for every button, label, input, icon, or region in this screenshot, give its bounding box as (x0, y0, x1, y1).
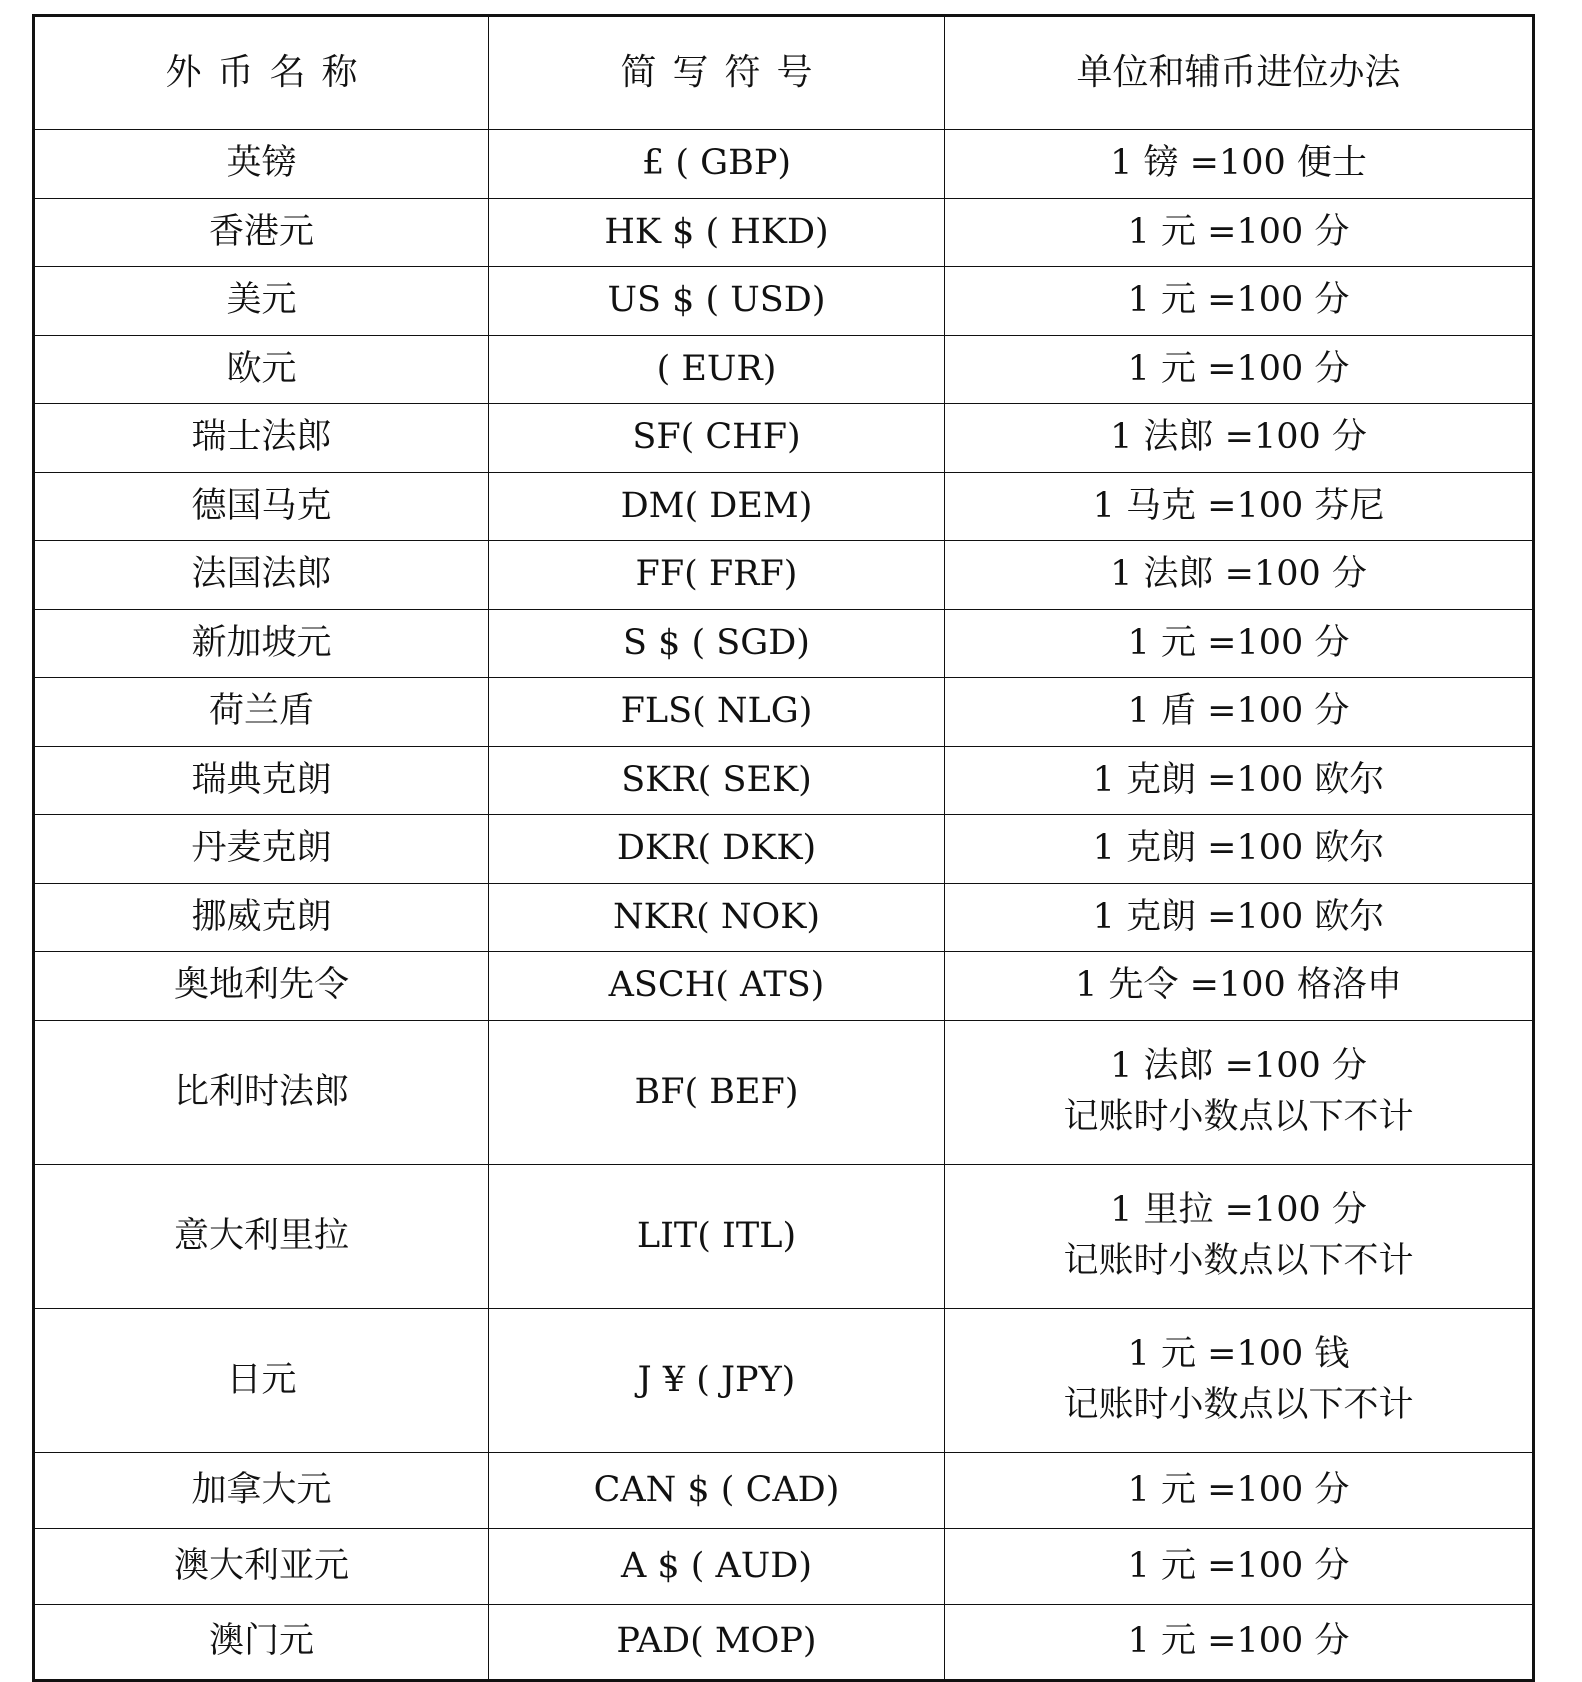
currency-table (32, 14, 1535, 1682)
unit-rule-line: 1 元 =100 分 (1127, 1545, 1350, 1586)
currency-name-cell: 挪威克朗 (34, 883, 489, 952)
unit-rule-cell (945, 1528, 1534, 1604)
table-row (34, 1308, 1534, 1452)
table-row (34, 1528, 1534, 1604)
unit-rule-line: 1 克朗 =100 欧尔 (1092, 828, 1385, 869)
table-row (34, 335, 1534, 404)
unit-rule-line: 1 法郎 =100 分 (1110, 554, 1367, 595)
table-row (34, 1452, 1534, 1528)
currency-symbol-cell: S $ ( SGD) (489, 609, 945, 678)
unit-rule-cell (945, 746, 1534, 815)
unit-rule-cell (945, 1604, 1534, 1680)
unit-rule-cell (945, 815, 1534, 884)
header-unit-rule: 单位和辅币进位办法 (945, 16, 1534, 130)
unit-rule-cell (945, 883, 1534, 952)
currency-symbol-cell: NKR( NOK) (489, 883, 945, 952)
unit-rule-cell (945, 609, 1534, 678)
table-row (34, 609, 1534, 678)
unit-rule-line: 1 盾 =100 分 (1127, 691, 1350, 732)
unit-rule-line: 1 先令 =100 格洛申 (1075, 965, 1402, 1006)
currency-symbol-cell: SKR( SEK) (489, 746, 945, 815)
currency-symbol-cell: PAD( MOP) (489, 1604, 945, 1680)
unit-rule-cell (945, 678, 1534, 747)
currency-symbol-cell: ASCH( ATS) (489, 952, 945, 1021)
currency-name-cell: 美元 (34, 267, 489, 336)
unit-rule-cell (945, 130, 1534, 199)
currency-symbol-cell: BF( BEF) (489, 1020, 945, 1164)
unit-rule-line: 1 元 =100 分 (1127, 622, 1350, 663)
table-row (34, 1164, 1534, 1308)
unit-rule-cell (945, 198, 1534, 267)
currency-name-cell: 瑞士法郎 (34, 404, 489, 473)
unit-rule-line: 1 元 =100 钱 (1127, 1334, 1350, 1375)
unit-rule-line: 1 元 =100 分 (1127, 348, 1350, 389)
unit-rule-note: 记账时小数点以下不计 (1063, 1241, 1414, 1281)
currency-name-cell: 欧元 (34, 335, 489, 404)
unit-rule-line: 1 元 =100 分 (1127, 1621, 1350, 1662)
table-row (34, 746, 1534, 815)
currency-name-cell: 英镑 (34, 130, 489, 199)
currency-symbol-cell: DKR( DKK) (489, 815, 945, 884)
header-currency-name: 外币名称 (34, 16, 489, 130)
unit-rule-cell (945, 952, 1534, 1021)
unit-rule-line: 1 里拉 =100 分 (1110, 1190, 1367, 1231)
unit-rule-line: 1 元 =100 分 (1127, 1469, 1350, 1510)
currency-name-cell: 法国法郎 (34, 541, 489, 610)
currency-symbol-cell: A $ ( AUD) (489, 1528, 945, 1604)
currency-name-cell: 香港元 (34, 198, 489, 267)
currency-symbol-cell: US $ ( USD) (489, 267, 945, 336)
currency-symbol-cell: LIT( ITL) (489, 1164, 945, 1308)
unit-rule-line: 1 克朗 =100 欧尔 (1092, 759, 1385, 800)
currency-name-cell: 日元 (34, 1308, 489, 1452)
unit-rule-line: 1 克朗 =100 欧尔 (1092, 896, 1385, 937)
unit-rule-line: 1 法郎 =100 分 (1110, 1046, 1367, 1087)
currency-symbol-cell: J ¥ ( JPY) (489, 1308, 945, 1452)
unit-rule-line: 1 镑 =100 便士 (1110, 143, 1367, 184)
currency-name-cell: 新加坡元 (34, 609, 489, 678)
currency-name-cell: 加拿大元 (34, 1452, 489, 1528)
currency-name-cell: 奥地利先令 (34, 952, 489, 1021)
table-row (34, 815, 1534, 884)
currency-symbol-cell: ( EUR) (489, 335, 945, 404)
table-row (34, 1020, 1534, 1164)
unit-rule-line: 1 马克 =100 芬尼 (1092, 485, 1385, 526)
unit-rule-line: 1 元 =100 分 (1127, 211, 1350, 252)
table-row (34, 1604, 1534, 1680)
unit-rule-line: 1 法郎 =100 分 (1110, 417, 1367, 458)
unit-rule-cell (945, 1308, 1534, 1452)
table-row (34, 198, 1534, 267)
table-row (34, 541, 1534, 610)
table-body (34, 130, 1534, 1681)
unit-rule-cell (945, 541, 1534, 610)
unit-rule-cell (945, 1020, 1534, 1164)
table-row (34, 678, 1534, 747)
table-row (34, 267, 1534, 336)
table-row (34, 883, 1534, 952)
currency-name-cell: 澳大利亚元 (34, 1528, 489, 1604)
currency-name-cell: 荷兰盾 (34, 678, 489, 747)
table-row (34, 130, 1534, 199)
currency-symbol-cell: CAN $ ( CAD) (489, 1452, 945, 1528)
table-row (34, 404, 1534, 473)
currency-name-cell: 澳门元 (34, 1604, 489, 1680)
currency-name-cell: 瑞典克朗 (34, 746, 489, 815)
table-row (34, 952, 1534, 1021)
currency-name-cell: 比利时法郎 (34, 1020, 489, 1164)
unit-rule-cell (945, 267, 1534, 336)
header-row (34, 16, 1534, 130)
currency-symbol-cell: SF( CHF) (489, 404, 945, 473)
currency-name-cell: 丹麦克朗 (34, 815, 489, 884)
currency-symbol-cell: DM( DEM) (489, 472, 945, 541)
table-row (34, 472, 1534, 541)
unit-rule-line: 1 元 =100 分 (1127, 280, 1350, 321)
currency-symbol-cell: £ ( GBP) (489, 130, 945, 199)
unit-rule-cell (945, 1452, 1534, 1528)
unit-rule-cell (945, 335, 1534, 404)
unit-rule-cell (945, 404, 1534, 473)
unit-rule-note: 记账时小数点以下不计 (1063, 1097, 1414, 1137)
currency-name-cell: 德国马克 (34, 472, 489, 541)
unit-rule-note: 记账时小数点以下不计 (1063, 1385, 1414, 1425)
currency-symbol-cell: FF( FRF) (489, 541, 945, 610)
unit-rule-cell (945, 1164, 1534, 1308)
header-abbreviation: 简写符号 (489, 16, 945, 130)
currency-symbol-cell: FLS( NLG) (489, 678, 945, 747)
currency-symbol-cell: HK $ ( HKD) (489, 198, 945, 267)
currency-name-cell: 意大利里拉 (34, 1164, 489, 1308)
unit-rule-cell (945, 472, 1534, 541)
